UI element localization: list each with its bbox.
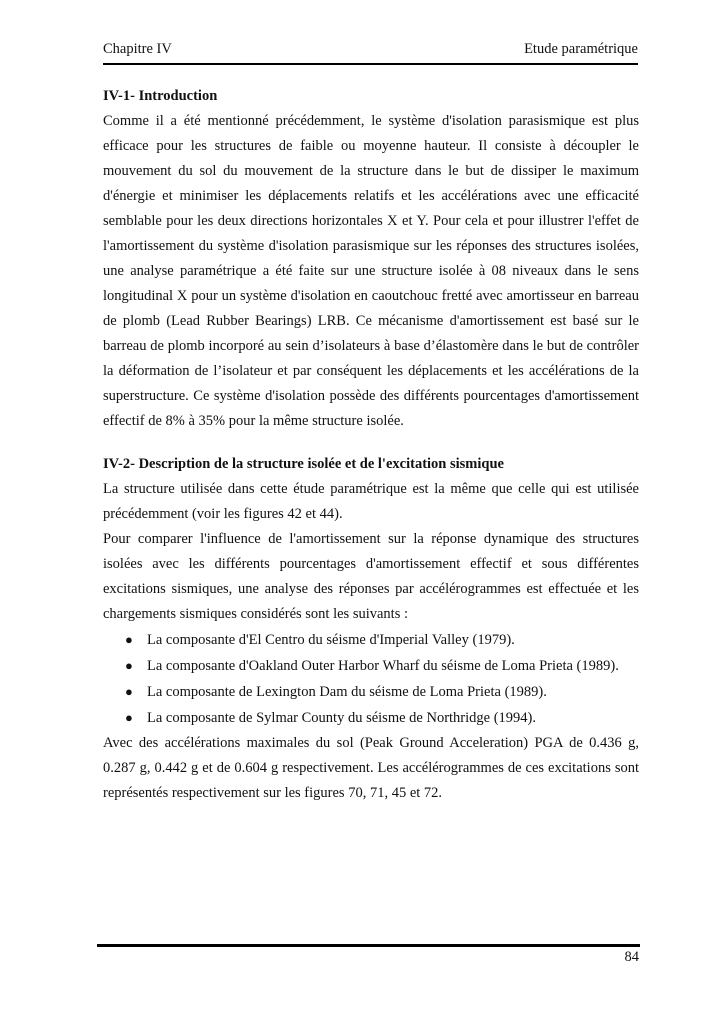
introduction-paragraph: Comme il a été mentionné précédemment, le système d'isolation parasismique est plus efficace pour les structures de faible ou moyenne hauteur. Il consiste à découpler le mouvement du sol du mouvement de la structure dans le but de dissiper le maximum d'énergie et minimiser les déplacements relatifs et les accélérations avec une efficacité semblable pour les deux directions horizontales X et Y. Pour cela et pour illustrer l'effet de l'amortissement du système d'isolation parasismique sur les réponses des structures isolées, une analyse paramétrique a été faite sur une structure isolée à 08 niveaux dans le sens longitudinal X pour un système d'isolation en caoutchouc fretté avec amortisseur en barreau de plomb (Lead Rubber Bearings) LRB. Ce mécanisme d'amortissement est basé sur le barreau de plomb incorporé au sein d’isolateurs à base d’élastomère dans le but de contrôler la déformation de l’isolateur et par conséquent les déplacements et les accélérations de la superstructure. Ce système d'isolation possède des différents pourcentages d'amortissement effectif de 8% à 35% pour la même structure isolée. [103, 113, 639, 429]
list-item-text: La composante d'El Centro du séisme d'Imperial Valley (1979). [147, 632, 515, 648]
list-item [103, 653, 639, 679]
seismic-loads-list [103, 627, 639, 731]
chapter-label: Chapitre IV [103, 41, 172, 57]
description-paragraph-3: Avec des accélérations maximales du sol (Peak Ground Acceleration) PGA de 0.436 g, 0.287 g, 0.442 g et de 0.604 g respectivement. Les accélérogrammes de ces excitations sont représentés respectivement sur les figures 70, 71, 45 et 72. [103, 735, 639, 801]
bullet-icon: ● [125, 632, 133, 647]
page-content [103, 84, 639, 806]
list-item [103, 705, 639, 731]
list-item [103, 679, 639, 705]
list-item [103, 627, 639, 653]
bullet-icon: ● [125, 658, 133, 673]
footer-divider [97, 944, 640, 947]
section-heading-introduction: IV-1- Introduction [103, 88, 218, 104]
list-item-text: La composante d'Oakland Outer Harbor Wharf du séisme de Loma Prieta (1989). [147, 658, 619, 674]
page-header [103, 41, 638, 65]
bullet-icon: ● [125, 684, 133, 699]
list-item-text: La composante de Sylmar County du séisme de Northridge (1994). [147, 710, 537, 726]
section-heading-description: IV-2- Description de la structure isolée et de l'excitation sismique [103, 456, 504, 472]
page-number: 84 [624, 949, 639, 965]
description-paragraph-2: Pour comparer l'influence de l'amortissement sur la réponse dynamique des structures isolées avec les différents pourcentages d'amortissement effectif et sous différentes excitations sismiques, une analyse des réponses par accélérogrammes est effectuée et les chargements sismiques considérés sont les suivants : [103, 531, 639, 622]
bullet-icon: ● [125, 710, 133, 725]
chapter-title: Etude paramétrique [524, 41, 638, 57]
description-paragraph-1: La structure utilisée dans cette étude paramétrique est la même que celle qui est utilisée précédemment (voir les figures 42 et 44). [103, 481, 639, 522]
list-item-text: La composante de Lexington Dam du séisme de Loma Prieta (1989). [147, 684, 547, 700]
